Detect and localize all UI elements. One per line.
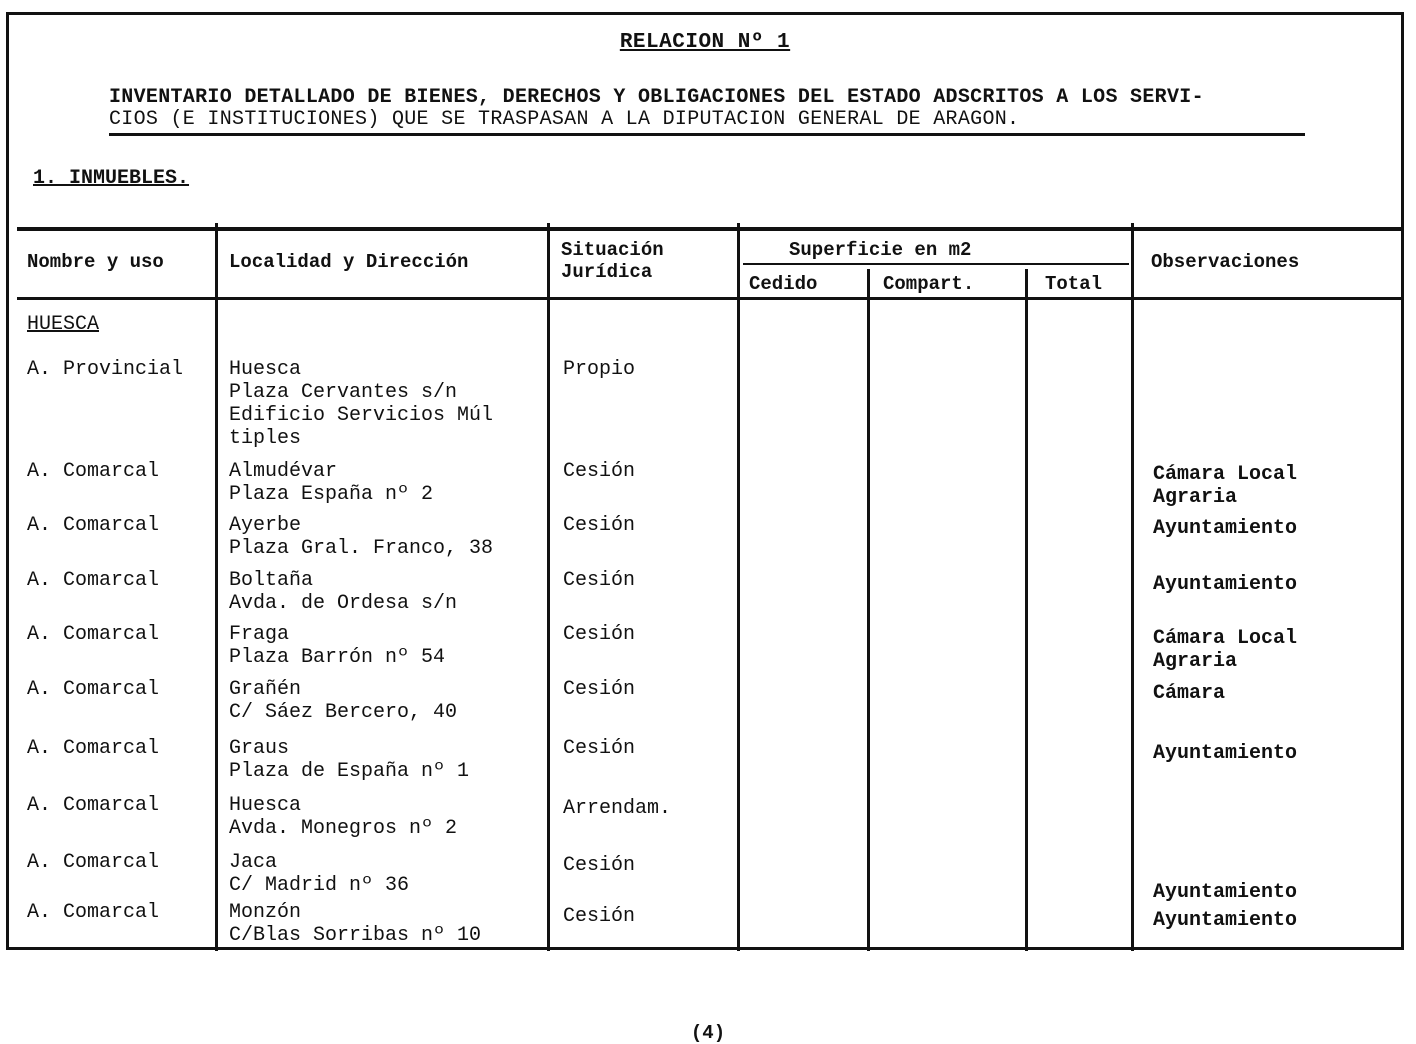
row-localidad: Fraga Plaza Barrón nº 54 <box>229 623 446 669</box>
row-situacion: Cesión <box>563 737 636 760</box>
row-situacion: Propio <box>563 358 636 381</box>
row-observaciones: Ayuntamiento <box>1153 881 1298 904</box>
row-observaciones: Cámara Local Agraria <box>1153 463 1298 509</box>
row-situacion: Cesión <box>563 854 636 877</box>
header-localidad: Localidad y Dirección <box>229 251 469 273</box>
superficie-rule <box>743 263 1129 265</box>
column-divider <box>1131 223 1134 951</box>
header-observaciones: Observaciones <box>1151 251 1300 273</box>
row-localidad: Grañén C/ Sáez Bercero, 40 <box>229 678 458 724</box>
header-nombre: Nombre y uso <box>27 251 164 273</box>
row-nombre: A. Comarcal <box>27 737 160 760</box>
row-situacion: Arrendam. <box>563 797 672 820</box>
subtitle-line-2: CIOS (E INSTITUCIONES) QUE SE TRASPASAN A LA DIPUTACION GENERAL DE ARAGON. <box>109 108 1020 131</box>
row-nombre: A. Comarcal <box>27 794 160 817</box>
column-divider <box>547 223 550 951</box>
row-nombre: A. Comarcal <box>27 678 160 701</box>
column-divider <box>215 223 218 951</box>
row-situacion: Cesión <box>563 678 636 701</box>
row-observaciones: Ayuntamiento <box>1153 909 1298 932</box>
row-localidad: Huesca Avda. Monegros nº 2 <box>229 794 458 840</box>
row-situacion: Cesión <box>563 514 636 537</box>
header-total: Total <box>1045 273 1103 295</box>
row-nombre: A. Comarcal <box>27 851 160 874</box>
column-divider <box>867 269 870 951</box>
section-heading: 1. INMUEBLES. <box>33 167 190 190</box>
group-label: HUESCA <box>27 313 100 336</box>
document-subtitle <box>109 87 1309 131</box>
row-localidad: Boltaña Avda. de Ordesa s/n <box>229 569 458 615</box>
row-localidad: Almudévar Plaza España nº 2 <box>229 460 434 506</box>
row-localidad: Graus Plaza de España nº 1 <box>229 737 470 783</box>
row-observaciones: Ayuntamiento <box>1153 517 1298 540</box>
table-header-rule <box>17 297 1401 300</box>
row-nombre: A. Comarcal <box>27 623 160 646</box>
page-number: (4) <box>690 1022 726 1044</box>
row-nombre: A. Comarcal <box>27 901 160 924</box>
header-compart: Compart. <box>883 273 975 295</box>
column-divider <box>1025 269 1028 951</box>
row-localidad: Ayerbe Plaza Gral. Franco, 38 <box>229 514 494 560</box>
row-nombre: A. Comarcal <box>27 514 160 537</box>
row-localidad: Huesca Plaza Cervantes s/n Edificio Servicios Múl tiples <box>229 358 494 450</box>
header-cedido: Cedido <box>749 273 818 295</box>
document-title: RELACION Nº 1 <box>619 31 791 54</box>
row-situacion: Cesión <box>563 623 636 646</box>
header-superficie: Superficie en m2 <box>789 239 972 261</box>
row-situacion: Cesión <box>563 460 636 483</box>
subtitle-underline <box>109 133 1305 136</box>
column-divider <box>737 223 740 951</box>
row-observaciones: Cámara Local Agraria <box>1153 627 1298 673</box>
row-situacion: Cesión <box>563 569 636 592</box>
row-localidad: Jaca C/ Madrid nº 36 <box>229 851 410 897</box>
row-observaciones: Cámara <box>1153 682 1226 705</box>
row-observaciones: Ayuntamiento <box>1153 573 1298 596</box>
table-top-rule <box>17 227 1401 231</box>
row-nombre: A. Provincial <box>27 358 184 381</box>
document-frame <box>6 12 1404 950</box>
subtitle-line-1: INVENTARIO DETALLADO DE BIENES, DERECHOS Y OBLIGACIONES DEL ESTADO ADSCRITOS A LOS SERVI- <box>109 86 1204 109</box>
row-situacion: Cesión <box>563 905 636 928</box>
row-observaciones: Ayuntamiento <box>1153 742 1298 765</box>
row-nombre: A. Comarcal <box>27 569 160 592</box>
row-nombre: A. Comarcal <box>27 460 160 483</box>
header-situacion: Situación Jurídica <box>561 239 664 283</box>
row-localidad: Monzón C/Blas Sorribas nº 10 <box>229 901 482 947</box>
